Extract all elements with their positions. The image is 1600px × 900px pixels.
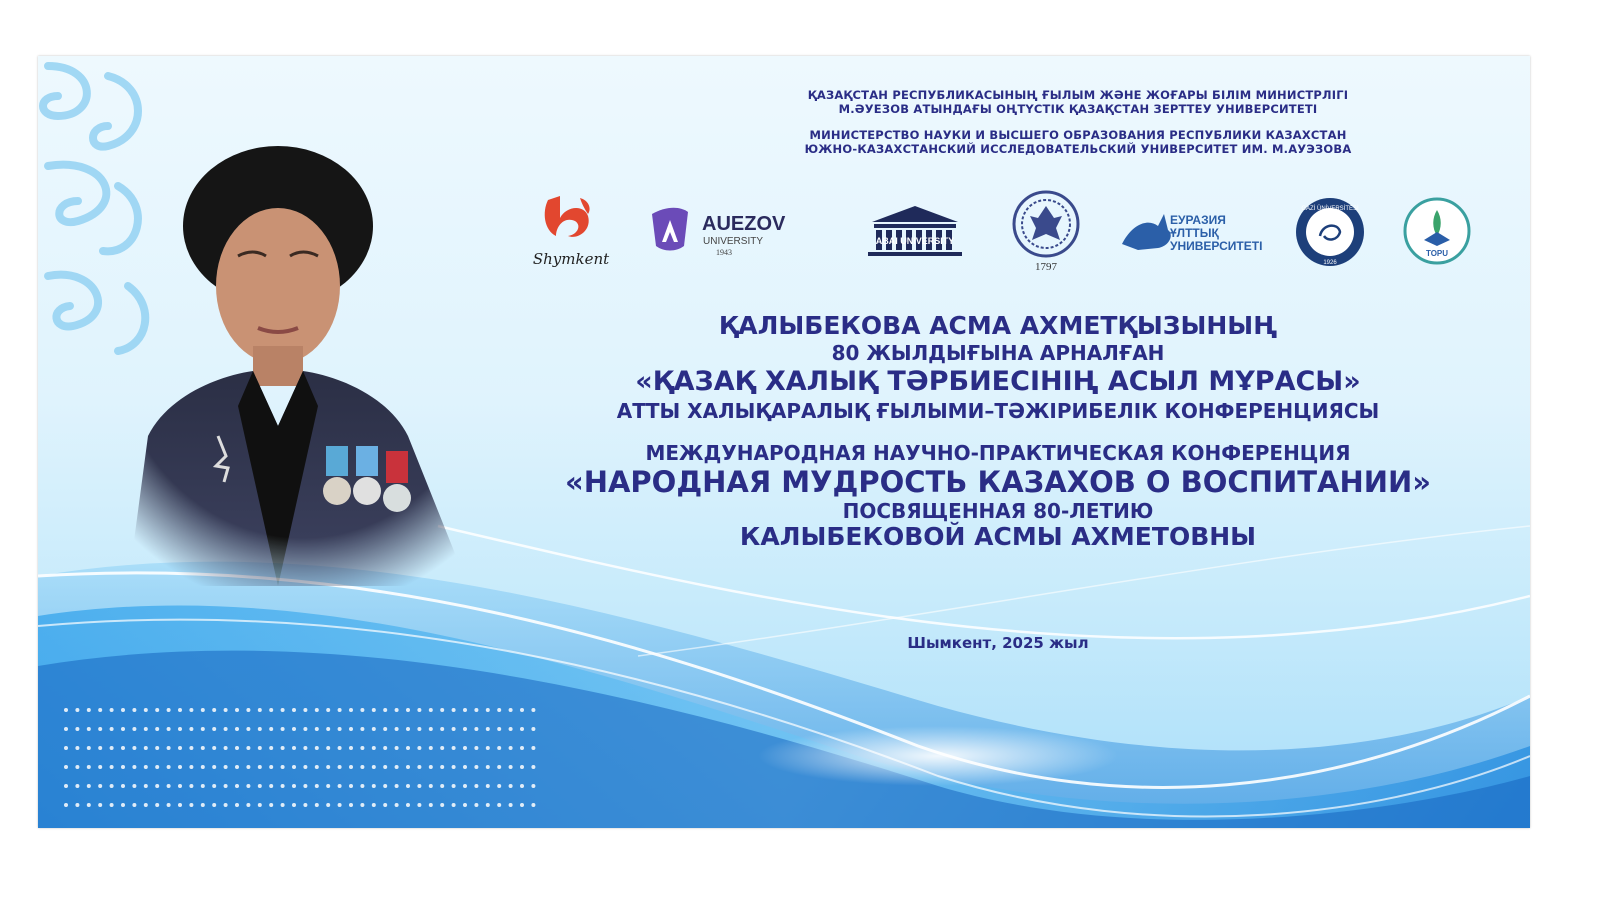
decor-dot	[349, 765, 353, 769]
decor-dot	[144, 746, 148, 750]
decor-dot	[155, 746, 159, 750]
decor-dot	[509, 803, 513, 807]
decor-dot	[315, 708, 319, 712]
eurasia-national-university-logo	[1118, 204, 1268, 260]
decor-dot	[406, 765, 410, 769]
decor-dot	[372, 708, 376, 712]
decor-dot	[269, 727, 273, 731]
dedication-kz: 80 ЖЫЛДЫҒЫНА АРНАЛҒАН	[831, 341, 1165, 365]
auezov-university-logo	[646, 202, 796, 262]
abai-logo-text: ABAI UNIVERSITY	[875, 236, 955, 246]
decor-dot	[452, 765, 456, 769]
decor-dot	[463, 765, 467, 769]
decor-dot	[531, 746, 535, 750]
decor-dot	[429, 708, 433, 712]
decor-dot	[224, 765, 228, 769]
decor-dot	[258, 708, 262, 712]
decor-dot	[201, 746, 205, 750]
decor-dot	[144, 803, 148, 807]
decor-dot	[303, 765, 307, 769]
decor-dot	[463, 727, 467, 731]
decor-dot	[486, 803, 490, 807]
decor-dot	[474, 784, 478, 788]
decor-dot	[98, 708, 102, 712]
decor-dot	[315, 727, 319, 731]
decor-dot	[338, 803, 342, 807]
decor-dot	[110, 727, 114, 731]
decor-dot	[474, 803, 478, 807]
decor-dot	[531, 765, 535, 769]
decor-dot	[395, 784, 399, 788]
decor-dot	[292, 765, 296, 769]
decor-dot	[98, 803, 102, 807]
decor-dot	[486, 784, 490, 788]
decor-dot	[440, 708, 444, 712]
decor-dot	[303, 746, 307, 750]
decor-dot	[452, 803, 456, 807]
decor-dot	[235, 784, 239, 788]
decor-dot	[64, 727, 68, 731]
decor-dot	[326, 765, 330, 769]
decor-dot	[349, 727, 353, 731]
decor-dot	[246, 746, 250, 750]
gazi-logo-year: 1926	[1323, 260, 1337, 266]
decor-dot	[395, 803, 399, 807]
conference-type-ru: МЕЖДУНАРОДНАЯ НАУЧНО-ПРАКТИЧЕСКАЯ КОНФЕРЕНЦИЯ	[645, 441, 1351, 465]
decor-dot	[235, 746, 239, 750]
historic-university-seal-logo	[1006, 188, 1086, 274]
decor-dot	[303, 803, 307, 807]
decor-dot	[189, 765, 193, 769]
decor-dot	[281, 784, 285, 788]
decor-dot	[509, 784, 513, 788]
decor-dot	[349, 803, 353, 807]
decor-dot	[235, 708, 239, 712]
decor-dot	[178, 765, 182, 769]
decor-dot	[326, 708, 330, 712]
decor-dot	[520, 784, 524, 788]
honoree-name-ru: КАЛЫБЕКОВОЙ АСМЫ АХМЕТОВНЫ	[739, 522, 1257, 551]
decor-dot	[246, 765, 250, 769]
decor-dot	[121, 727, 125, 731]
decor-dot	[452, 708, 456, 712]
decor-dot	[132, 708, 136, 712]
decor-dot	[474, 708, 478, 712]
decor-dot	[349, 784, 353, 788]
decor-dot	[326, 784, 330, 788]
decor-dot	[155, 803, 159, 807]
decor-dot	[338, 708, 342, 712]
decor-dot	[189, 746, 193, 750]
decor-dot	[395, 746, 399, 750]
gazi-university-logo	[1294, 196, 1366, 268]
decor-dot	[98, 727, 102, 731]
decor-dot	[201, 784, 205, 788]
decor-dot	[110, 708, 114, 712]
decor-dot	[406, 803, 410, 807]
decor-dot	[463, 708, 467, 712]
decor-dot	[75, 803, 79, 807]
decor-dot	[64, 803, 68, 807]
decor-dot	[383, 727, 387, 731]
auezov-logo-year: 1943	[716, 248, 732, 257]
decor-dot	[474, 746, 478, 750]
gazi-logo-text: GAZİ ÜNİVERSİTESİ	[1301, 206, 1359, 212]
dot-grid-decoration	[60, 704, 540, 814]
decor-dot	[292, 727, 296, 731]
decor-dot	[486, 708, 490, 712]
decor-dot	[452, 784, 456, 788]
decor-dot	[372, 784, 376, 788]
auezov-logo-name: AUEZOV	[702, 213, 786, 235]
decor-dot	[360, 708, 364, 712]
ru-ministry-text: МИНИСТЕРСТВО НАУКИ И ВЫСШЕГО ОБРАЗОВАНИЯ РЕСПУБЛИКИ КАЗАХСТАН	[809, 128, 1347, 142]
decor-dot	[315, 803, 319, 807]
decor-dot	[497, 708, 501, 712]
decor-dot	[463, 803, 467, 807]
decor-dot	[178, 746, 182, 750]
decor-dot	[292, 708, 296, 712]
honoree-name-kz: ҚАЛЫБЕКОВА АСМА АХМЕТҚЫЗЫНЫҢ	[718, 311, 1278, 340]
decor-dot	[224, 708, 228, 712]
decor-dot	[258, 765, 262, 769]
decor-dot	[417, 708, 421, 712]
decor-dot	[167, 708, 171, 712]
decor-dot	[395, 727, 399, 731]
decor-dot	[212, 784, 216, 788]
decor-dot	[429, 765, 433, 769]
decor-dot	[315, 746, 319, 750]
decor-dot	[474, 765, 478, 769]
abai-university-logo	[860, 200, 970, 262]
decor-dot	[326, 746, 330, 750]
decor-dot	[121, 708, 125, 712]
decor-dot	[212, 746, 216, 750]
decor-dot	[338, 784, 342, 788]
decor-dot	[87, 708, 91, 712]
decor-dot	[486, 765, 490, 769]
decor-dot	[531, 727, 535, 731]
decor-dot	[406, 746, 410, 750]
partner-logos-row	[518, 184, 1518, 284]
decor-dot	[144, 765, 148, 769]
decor-dot	[531, 803, 535, 807]
decor-dot	[520, 746, 524, 750]
decor-dot	[87, 727, 91, 731]
decor-dot	[212, 727, 216, 731]
decor-dot	[178, 803, 182, 807]
decor-dot	[474, 727, 478, 731]
decor-dot	[531, 708, 535, 712]
decor-dot	[383, 803, 387, 807]
decor-dot	[281, 746, 285, 750]
decor-dot	[201, 727, 205, 731]
decor-dot	[64, 708, 68, 712]
decor-dot	[235, 727, 239, 731]
decor-dot	[497, 765, 501, 769]
decor-dot	[281, 803, 285, 807]
decor-dot	[497, 784, 501, 788]
decor-dot	[520, 727, 524, 731]
decor-dot	[235, 765, 239, 769]
decor-dot	[383, 765, 387, 769]
decor-dot	[98, 765, 102, 769]
decor-dot	[372, 746, 376, 750]
decor-dot	[383, 784, 387, 788]
decor-dot	[417, 746, 421, 750]
decor-dot	[281, 708, 285, 712]
decor-dot	[429, 727, 433, 731]
decor-dot	[497, 746, 501, 750]
decor-dot	[509, 727, 513, 731]
decor-dot	[212, 803, 216, 807]
decor-dot	[155, 784, 159, 788]
decor-dot	[292, 784, 296, 788]
decor-dot	[395, 708, 399, 712]
decor-dot	[258, 803, 262, 807]
decor-dot	[110, 746, 114, 750]
decor-dot	[167, 765, 171, 769]
decor-dot	[224, 803, 228, 807]
decor-dot	[531, 784, 535, 788]
decor-dot	[201, 708, 205, 712]
decor-dot	[155, 708, 159, 712]
decor-dot	[440, 727, 444, 731]
decor-dot	[520, 765, 524, 769]
decor-dot	[167, 784, 171, 788]
decor-dot	[212, 765, 216, 769]
decor-dot	[132, 727, 136, 731]
decor-dot	[144, 784, 148, 788]
decor-dot	[486, 727, 490, 731]
decor-dot	[509, 708, 513, 712]
decor-dot	[360, 727, 364, 731]
decor-dot	[87, 746, 91, 750]
decor-dot	[224, 727, 228, 731]
honoree-portrait	[88, 106, 518, 586]
decor-dot	[326, 803, 330, 807]
decor-dot	[246, 784, 250, 788]
decor-dot	[189, 708, 193, 712]
decor-dot	[121, 803, 125, 807]
decor-dot	[75, 727, 79, 731]
decor-dot	[201, 765, 205, 769]
decor-dot	[178, 784, 182, 788]
ru-university-text: ЮЖНО-КАЗАХСТАНСКИЙ ИССЛЕДОВАТЕЛЬСКИЙ УНИВЕРСИТЕТ ИМ. М.АУЭЗОВА	[804, 142, 1352, 156]
decor-dot	[417, 784, 421, 788]
decor-dot	[132, 746, 136, 750]
decor-dot	[497, 803, 501, 807]
decor-dot	[189, 784, 193, 788]
decor-dot	[167, 727, 171, 731]
decor-dot	[452, 746, 456, 750]
auezov-logo-sub: UNIVERSITY	[703, 236, 764, 247]
decor-dot	[121, 784, 125, 788]
decor-dot	[201, 803, 205, 807]
decor-dot	[269, 746, 273, 750]
decor-dot	[406, 708, 410, 712]
decor-dot	[155, 727, 159, 731]
decor-dot	[281, 727, 285, 731]
decor-dot	[417, 727, 421, 731]
decor-dot	[64, 765, 68, 769]
decor-dot	[167, 746, 171, 750]
decor-dot	[144, 708, 148, 712]
decor-dot	[178, 727, 182, 731]
decor-dot	[417, 765, 421, 769]
topu-logo-text: TOPU	[1425, 249, 1449, 258]
decor-dot	[486, 746, 490, 750]
decor-dot	[338, 765, 342, 769]
decor-dot	[360, 803, 364, 807]
decor-dot	[429, 784, 433, 788]
decor-dot	[417, 803, 421, 807]
decor-dot	[281, 765, 285, 769]
decor-dot	[224, 784, 228, 788]
decor-dot	[110, 765, 114, 769]
decor-dot	[440, 784, 444, 788]
conference-title-kz: «ҚАЗАҚ ХАЛЫҚ ТӘРБИЕСІНІҢ АСЫЛ МҰРАСЫ»	[635, 366, 1361, 397]
decor-dot	[440, 765, 444, 769]
eurasia-logo-line3: УНИВЕРСИТЕТІ	[1170, 239, 1263, 253]
eurasia-logo-line2: ҰЛТТЫҚ	[1170, 226, 1219, 240]
decor-dot	[269, 708, 273, 712]
decor-dot	[87, 784, 91, 788]
decor-dot	[349, 708, 353, 712]
decor-dot	[132, 803, 136, 807]
decor-dot	[360, 765, 364, 769]
decor-dot	[75, 708, 79, 712]
decor-dot	[429, 746, 433, 750]
decor-dot	[121, 746, 125, 750]
decor-dot	[509, 765, 513, 769]
shymkent-logo	[526, 192, 616, 274]
dedication-ru: ПОСВЯЩЕННАЯ 80-ЛЕТИЮ	[842, 499, 1154, 523]
decor-dot	[144, 727, 148, 731]
kz-ministry-text: ҚАЗАҚСТАН РЕСПУБЛИКАСЫНЫҢ ҒЫЛЫМ ЖӘНЕ ЖОҒАРЫ БІЛІМ МИНИСТРЛІГІ	[807, 88, 1349, 102]
decor-dot	[110, 784, 114, 788]
decor-dot	[269, 784, 273, 788]
decor-dot	[98, 746, 102, 750]
decor-dot	[98, 784, 102, 788]
decor-dot	[372, 803, 376, 807]
shymkent-logo-text: Shymkent	[532, 250, 610, 268]
decor-dot	[440, 746, 444, 750]
decor-dot	[258, 727, 262, 731]
decor-dot	[132, 765, 136, 769]
conference-title-block	[508, 311, 1488, 551]
conference-type-kz: АТТЫ ХАЛЫҚАРАЛЫҚ ҒЫЛЫМИ–ТӘЖІРИБЕЛІК КОНФЕРЕНЦИЯСЫ	[616, 399, 1380, 423]
decor-dot	[167, 803, 171, 807]
decor-dot	[395, 765, 399, 769]
decor-dot	[440, 803, 444, 807]
topu-university-logo	[1402, 196, 1472, 266]
decor-dot	[155, 765, 159, 769]
decor-dot	[235, 803, 239, 807]
decor-dot	[315, 784, 319, 788]
decor-dot	[75, 746, 79, 750]
decor-dot	[246, 803, 250, 807]
decor-dot	[292, 803, 296, 807]
eurasia-logo-line1: ЕУРАЗИЯ	[1170, 213, 1226, 227]
decor-dot	[360, 746, 364, 750]
decor-dot	[121, 765, 125, 769]
decor-dot	[303, 784, 307, 788]
decor-dot	[189, 803, 193, 807]
decor-dot	[303, 708, 307, 712]
decor-dot	[303, 727, 307, 731]
decor-dot	[372, 765, 376, 769]
decor-dot	[87, 803, 91, 807]
decor-dot	[406, 784, 410, 788]
kz-university-text: М.ӘУЕЗОВ АТЫНДАҒЫ ОҢТҮСТІК ҚАЗАҚСТАН ЗЕРТТЕУ УНИВЕРСИТЕТІ	[838, 102, 1318, 116]
decor-dot	[463, 784, 467, 788]
decor-dot	[75, 784, 79, 788]
decor-dot	[463, 746, 467, 750]
decor-dot	[338, 746, 342, 750]
organizers-header	[658, 88, 1498, 156]
decor-dot	[258, 784, 262, 788]
decor-dot	[520, 708, 524, 712]
decor-dot	[224, 746, 228, 750]
conference-title-ru: «НАРОДНАЯ МУДРОСТЬ КАЗАХОВ О ВОСПИТАНИИ»	[564, 465, 1432, 499]
conference-banner	[38, 56, 1530, 828]
decor-dot	[212, 708, 216, 712]
decor-dot	[189, 727, 193, 731]
decor-dot	[326, 727, 330, 731]
decor-dot	[64, 746, 68, 750]
place-and-year: Шымкент, 2025 жыл	[907, 634, 1089, 652]
decor-dot	[178, 708, 182, 712]
decor-dot	[383, 746, 387, 750]
decor-dot	[338, 727, 342, 731]
decor-dot	[292, 746, 296, 750]
decor-dot	[372, 727, 376, 731]
decor-dot	[360, 784, 364, 788]
decor-dot	[87, 765, 91, 769]
decor-dot	[497, 727, 501, 731]
decor-dot	[452, 727, 456, 731]
decor-dot	[383, 708, 387, 712]
decor-dot	[349, 746, 353, 750]
decor-dot	[429, 803, 433, 807]
decor-dot	[258, 746, 262, 750]
decor-dot	[246, 708, 250, 712]
decor-dot	[64, 784, 68, 788]
decor-dot	[269, 803, 273, 807]
decor-dot	[315, 765, 319, 769]
decor-dot	[509, 746, 513, 750]
decor-dot	[246, 727, 250, 731]
decor-dot	[132, 784, 136, 788]
decor-dot	[110, 803, 114, 807]
decor-dot	[269, 765, 273, 769]
decor-dot	[406, 727, 410, 731]
decor-dot	[75, 765, 79, 769]
seal-year-text: 1797	[1035, 261, 1057, 273]
decor-dot	[520, 803, 524, 807]
